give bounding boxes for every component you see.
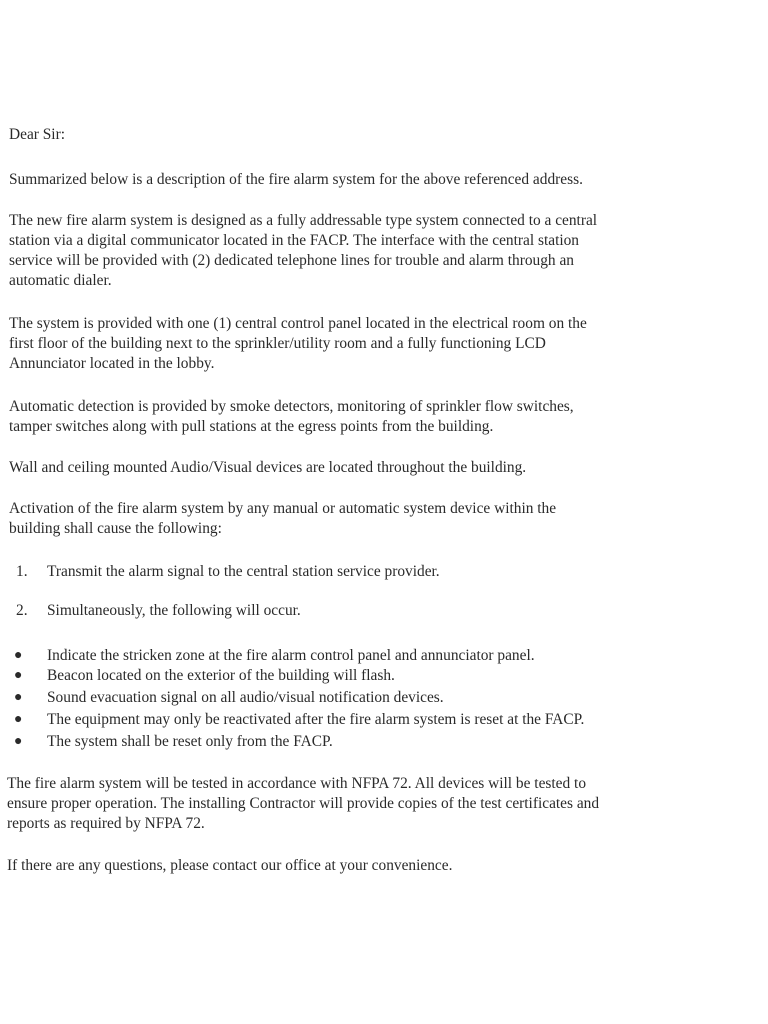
paragraph-line: service will be provided with (2) dedicated telephone lines for trouble and alarm through an [9, 252, 574, 269]
bullet-text: The equipment may only be reactivated after the fire alarm system is reset at the FACP. [47, 711, 585, 728]
bullet-text: The system shall be reset only from the FACP. [47, 733, 333, 750]
paragraph-line: The fire alarm system will be tested in accordance with NFPA 72. All devices will be tested to [7, 775, 587, 792]
paragraph-line: ensure proper operation. The installing Contractor will provide copies of the test certificates and [7, 795, 600, 812]
paragraph-line: station via a digital communicator located in the FACP. The interface with the central station [9, 232, 580, 249]
bullet-text: Sound evacuation signal on all audio/visual notification devices. [47, 689, 444, 706]
bullet-icon: ● [14, 712, 23, 727]
paragraph-line: The system is provided with one (1) central control panel located in the electrical room on the [9, 315, 587, 332]
bullet-icon: ● [14, 668, 23, 683]
item-number: 1. [16, 563, 28, 580]
item-number: 2. [16, 602, 28, 619]
paragraph-line: Automatic detection is provided by smoke detectors, monitoring of sprinkler flow switches, [9, 398, 574, 415]
paragraph-line: reports as required by NFPA 72. [7, 815, 205, 832]
item-text: Simultaneously, the following will occur. [47, 602, 301, 619]
paragraph-line: The new fire alarm system is designed as a fully addressable type system connected to a central [9, 212, 598, 229]
item-text: Transmit the alarm signal to the central station service provider. [47, 563, 440, 580]
bullet-icon: ● [14, 690, 23, 705]
bullet-icon: ● [14, 648, 23, 663]
paragraph-line: tamper switches along with pull stations at the egress points from the building. [9, 418, 494, 435]
paragraph-line: first floor of the building next to the sprinkler/utility room and a fully functioning LCD [9, 335, 546, 352]
closing-paragraph: If there are any questions, please contact our office at your convenience. [7, 857, 453, 874]
paragraph-line: automatic dialer. [9, 272, 112, 289]
bullet-text: Beacon located on the exterior of the building will flash. [47, 667, 395, 684]
intro-paragraph: Summarized below is a description of the fire alarm system for the above referenced address. [9, 171, 583, 188]
paragraph-line: Activation of the fire alarm system by any manual or automatic system device within the [9, 500, 557, 517]
paragraph-line: Annunciator located in the lobby. [9, 355, 215, 372]
bullet-icon: ● [14, 734, 23, 749]
bullet-text: Indicate the stricken zone at the fire alarm control panel and annunciator panel. [47, 647, 535, 664]
devices-paragraph: Wall and ceiling mounted Audio/Visual devices are located throughout the building. [9, 459, 527, 476]
salutation: Dear Sir: [9, 126, 65, 143]
paragraph-line: building shall cause the following: [9, 520, 222, 537]
